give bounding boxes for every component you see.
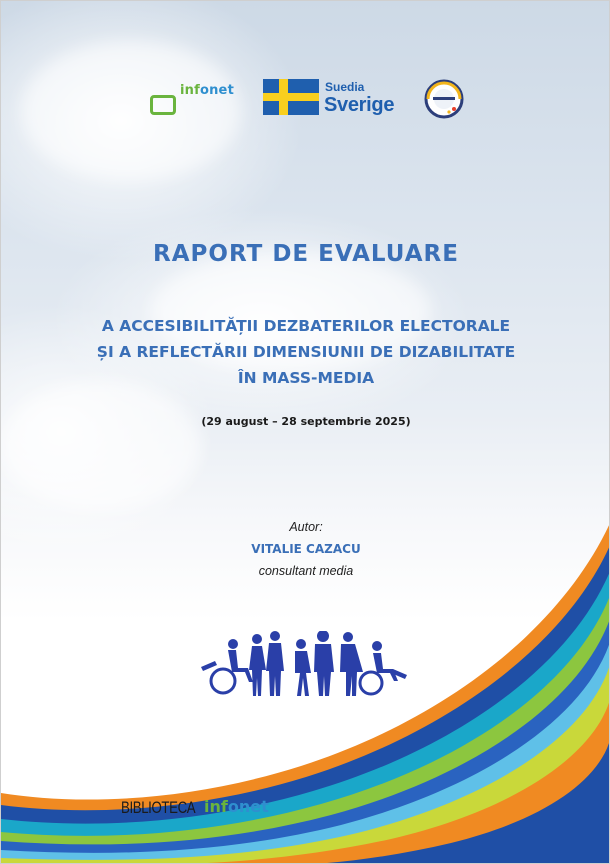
sweden-flag-icon: [263, 79, 319, 115]
footer-infonet-prefix: inf: [204, 797, 228, 816]
infonet-prefix: inf: [180, 83, 200, 98]
subtitle-line: ÎN MASS-MEDIA: [237, 369, 375, 387]
biblioteca-infonet-logo: [121, 797, 269, 818]
subtitle-line: A ACCESIBILITĂȚII DEZBATERILOR ELECTORALE: [101, 317, 511, 335]
library-word: BIBLIOTECA: [121, 798, 196, 817]
report-title: RAPORT DE EVALUARE: [153, 241, 459, 267]
sweden-big-text: Sverige: [324, 94, 395, 116]
author-name: VITALIE CAZACU: [251, 542, 361, 556]
cloud-decoration: [1, 381, 201, 511]
author-label: Autor:: [289, 520, 323, 534]
footer-infonet-text: [204, 797, 269, 816]
sweden-small-text: Suedia: [325, 80, 365, 94]
round-emblem-icon: [424, 79, 464, 119]
disability-group-icon: [197, 631, 419, 699]
footer-infonet-suffix: onet: [227, 797, 269, 816]
author-role: consultant media: [258, 564, 354, 578]
subtitle-line: ȘI A REFLECTĂRII DIMENSIUNII DE DIZABILITATE: [96, 343, 516, 361]
infonet-suffix: onet: [199, 83, 234, 98]
report-period: (29 august – 28 septembrie 2025): [201, 415, 411, 428]
screen-icon: [150, 95, 176, 115]
sweden-logo: [263, 79, 403, 119]
report-subtitle: [1, 313, 610, 391]
partner-logos: [1, 75, 609, 125]
infonet-logo: [150, 79, 236, 119]
